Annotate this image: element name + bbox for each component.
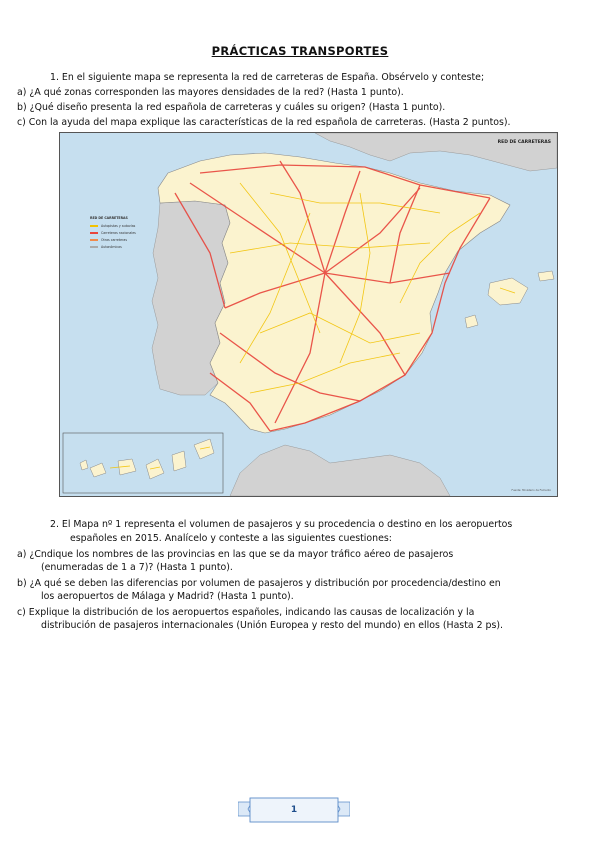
question-2b-line-1: b) ¿A qué se deben las diferencias por volumen de pasajeros y distribución por procedencia/destino en (17, 578, 501, 589)
page-number: 1 (290, 805, 298, 815)
legend-item: Autonómicas (90, 245, 142, 249)
question-2b-line-2: los aeropuertos de Málaga y Madrid? (Hasta 1 punto). (41, 591, 294, 602)
question-1c: c) Con la ayuda del mapa explique las características de la red española de carreteras. (Hasta 2 puntos). (17, 117, 511, 128)
page-title: PRÁCTICAS TRANSPORTES (211, 44, 389, 58)
map-graphic (60, 133, 557, 496)
legend-item: Autopistas y autovías (90, 224, 142, 228)
question-2-intro-line-1: 2. El Mapa nº 1 representa el volumen de pasajeros y su procedencia o destino en los aeropuertos (50, 519, 513, 530)
ibiza-land (465, 315, 478, 328)
map-credits: Fuente: Ministerio de Fomento (511, 489, 551, 492)
question-1-intro: 1. En el siguiente mapa se representa la red de carreteras de España. Obsérvelo y conteste; (50, 72, 485, 83)
map-legend (90, 216, 142, 252)
africa-land (230, 445, 450, 496)
legend-item: Otras carreteras (90, 238, 142, 242)
legend-item: Carreteras nacionales (90, 231, 142, 235)
mallorca-land (488, 278, 528, 305)
question-2c-line-2: distribución de pasajeros internacionales (Unión Europea y resto del mundo) en ellos (Hasta 2 ps). (41, 620, 504, 631)
question-2c-line-1: c) Explique la distribución de los aeropuertos españoles, indicando las causas de localización y la (17, 607, 475, 618)
menorca-land (538, 271, 554, 281)
question-2-intro-line-2: españoles en 2015. Analícelo y conteste a las siguientes cuestiones: (70, 533, 392, 544)
question-1a: a) ¿A qué zonas corresponden las mayores densidades de la red? (Hasta 1 punto). (17, 87, 404, 98)
road-network-map (59, 132, 558, 497)
legend-title: RED DE CARRETERAS (90, 216, 128, 220)
question-2a-line-2: (enumeradas de 1 a 7)? (Hasta 1 punto). (41, 562, 233, 573)
map-title: RED DE CARRETERAS (497, 140, 551, 145)
question-2a-line-1: a) ¿Cndique los nombres de las provincias en las que se da mayor tráfico aéreo de pasajeros (17, 549, 454, 560)
question-1b: b) ¿Qué diseño presenta la red española de carreteras y cuáles su origen? (Hasta 1 punto). (17, 102, 446, 113)
